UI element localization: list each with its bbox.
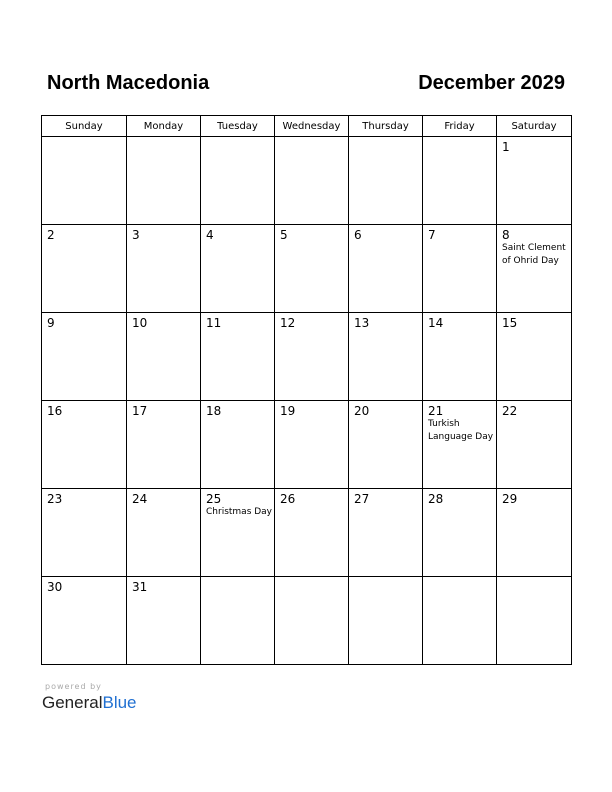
day-number: 17 [132,404,148,418]
calendar-day-cell [497,225,572,313]
weekday-header: Saturday [497,116,572,137]
calendar-day-cell [423,489,497,577]
calendar-day-cell [349,225,423,313]
day-number: 22 [502,404,518,418]
calendar-week-row [42,577,572,665]
day-number: 12 [280,316,296,330]
calendar-week-row [42,225,572,313]
day-number: 21 [428,404,444,418]
day-number: 9 [47,316,55,330]
day-number: 29 [502,492,518,506]
calendar-day-cell [275,577,349,665]
day-number: 27 [354,492,370,506]
day-number: 20 [354,404,370,418]
calendar-day-cell [423,577,497,665]
day-number: 11 [206,316,222,330]
calendar-week-row [42,489,572,577]
day-number: 15 [502,316,518,330]
weekday-header: Tuesday [201,116,275,137]
weekday-header: Wednesday [275,116,349,137]
calendar-day-cell [127,225,201,313]
day-number: 8 [502,228,510,242]
day-number: 25 [206,492,222,506]
calendar-day-cell [127,401,201,489]
calendar-grid [41,115,572,665]
calendar-day-cell [127,577,201,665]
calendar-day-cell [201,313,275,401]
calendar-day-cell [423,225,497,313]
calendar-day-cell [497,401,572,489]
calendar-day-cell [423,401,497,489]
day-number: 18 [206,404,222,418]
day-number: 16 [47,404,63,418]
brand-general-text: General [42,693,103,712]
day-number: 31 [132,580,148,594]
day-number: 4 [206,228,214,242]
powered-by-label: powered by [45,682,102,691]
day-number: 3 [132,228,140,242]
calendar-country-title: North Macedonia [47,72,210,94]
calendar-day-cell [275,225,349,313]
calendar-day-cell [349,489,423,577]
calendar-day-cell [42,225,127,313]
day-number: 14 [428,316,444,330]
calendar-day-cell [349,137,423,225]
calendar-day-cell [275,137,349,225]
calendar-day-cell [201,225,275,313]
day-number: 19 [280,404,296,418]
calendar-week-row [42,313,572,401]
brand-blue-text: Blue [102,693,137,712]
day-number: 7 [428,228,436,242]
calendar-day-cell [42,577,127,665]
calendar-day-cell [275,401,349,489]
calendar-day-cell [275,313,349,401]
weekday-header: Thursday [349,116,423,137]
calendar-day-cell [127,313,201,401]
calendar-day-cell [275,489,349,577]
day-number: 26 [280,492,296,506]
day-number: 1 [502,140,510,154]
day-number: 28 [428,492,444,506]
calendar-day-cell [42,313,127,401]
calendar-day-cell [349,401,423,489]
day-number: 13 [354,316,370,330]
weekday-header: Sunday [42,116,127,137]
weekday-header-row [42,116,572,137]
calendar-day-cell [497,137,572,225]
calendar-day-cell [201,137,275,225]
day-number: 23 [47,492,63,506]
calendar-day-cell [201,489,275,577]
calendar-day-cell [42,401,127,489]
calendar-day-cell [201,401,275,489]
day-number: 24 [132,492,148,506]
holiday-label: Turkish Language Day [428,419,494,442]
calendar-day-cell [423,137,497,225]
weekday-header: Friday [423,116,497,137]
calendar-day-cell [127,489,201,577]
generalblue-logo[interactable] [42,693,137,713]
day-number: 6 [354,228,362,242]
calendar-day-cell [201,577,275,665]
weekday-header: Monday [127,116,201,137]
calendar-week-row [42,137,572,225]
holiday-label: Saint Clement of Ohrid Day [502,243,566,266]
calendar-week-row [42,401,572,489]
day-number: 2 [47,228,55,242]
calendar-day-cell [42,489,127,577]
calendar-day-cell [497,577,572,665]
calendar-day-cell [127,137,201,225]
calendar-day-cell [497,489,572,577]
calendar-day-cell [423,313,497,401]
day-number: 30 [47,580,63,594]
calendar-day-cell [42,137,127,225]
calendar-day-cell [349,577,423,665]
calendar-day-cell [497,313,572,401]
holiday-label: Christmas Day [206,507,273,517]
calendar-day-cell [349,313,423,401]
calendar-month-title: December 2029 [418,72,565,94]
day-number: 10 [132,316,148,330]
day-number: 5 [280,228,288,242]
